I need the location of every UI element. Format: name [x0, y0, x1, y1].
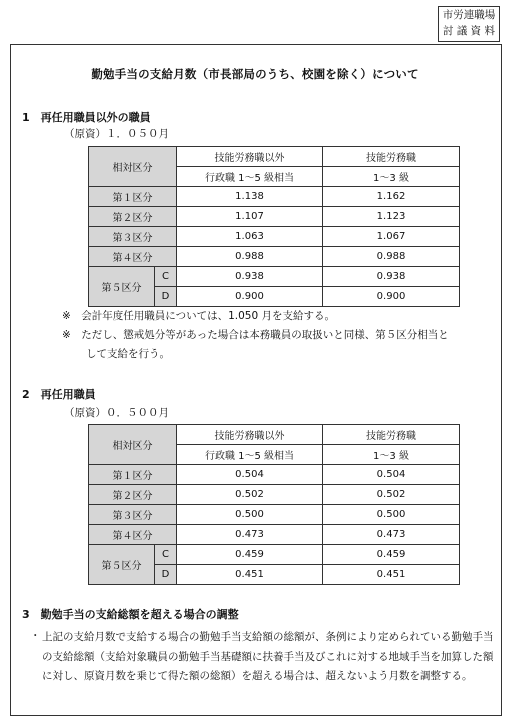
col1-header: 技能労務職以外 [177, 425, 323, 445]
table-row [89, 267, 460, 287]
cell-value: 0.451 [177, 565, 323, 585]
cell-value: 0.502 [323, 485, 460, 505]
section3-heading: 3 勤勉手当の支給総額を超える場合の調整 [22, 608, 239, 621]
col2-header: 技能労務職 [323, 147, 460, 167]
subrow-label: C [155, 545, 177, 565]
section3-bullet: ・ [30, 630, 41, 642]
group-label: 第５区分 [89, 267, 155, 307]
cell-value: 0.459 [177, 545, 323, 565]
subrow-label: D [155, 287, 177, 307]
table-corner-header: 相対区分 [89, 147, 177, 187]
section1-base-amount: （原資）１．０５０月 [64, 128, 169, 140]
col2-subheader: 1～3 級 [323, 445, 460, 465]
cell-value: 0.938 [323, 267, 460, 287]
table-row [89, 465, 460, 485]
table-row [89, 207, 460, 227]
table-corner-header: 相対区分 [89, 425, 177, 465]
table-row [89, 187, 460, 207]
cell-value: 0.473 [323, 525, 460, 545]
col2-header: 技能労務職 [323, 425, 460, 445]
col1-header: 技能労務職以外 [177, 147, 323, 167]
section2-table [88, 424, 460, 585]
cell-value: 0.988 [323, 247, 460, 267]
cell-value: 0.473 [177, 525, 323, 545]
cell-value: 0.900 [323, 287, 460, 307]
cell-value: 1.067 [323, 227, 460, 247]
cell-value: 0.451 [323, 565, 460, 585]
stamp-line-1: 市労連職場 [442, 9, 496, 21]
cell-value: 0.500 [177, 505, 323, 525]
section2-base-amount: （原資）０．５００月 [64, 407, 169, 419]
cell-value: 0.500 [323, 505, 460, 525]
section1-note-3: して支給を行う。 [86, 348, 170, 360]
document-title: 勤勉手当の支給月数（市長部局のうち、校園を除く）について [91, 67, 419, 81]
document-stamp [438, 6, 500, 42]
cell-value: 0.938 [177, 267, 323, 287]
row-label: 第２区分 [89, 485, 177, 505]
table-row [89, 525, 460, 545]
table-row [89, 247, 460, 267]
section3-paragraph: 上記の支給月数で支給する場合の勤勉手当支給額の総額が、条例により定められている勤勉手当の支給総額（支給対象職員の勤勉手当基礎額に扶養手当及びこれに対する地域手当を加算した額に対し、原資月数を乗じて得た額の総額）を超える場合は、超えないよう月数を調整する。 [42, 631, 494, 682]
cell-value: 1.123 [323, 207, 460, 227]
table-row [89, 545, 460, 565]
cell-value: 1.063 [177, 227, 323, 247]
cell-value: 0.988 [177, 247, 323, 267]
row-label: 第１区分 [89, 465, 177, 485]
cell-value: 1.107 [177, 207, 323, 227]
section1-note-1: ※ 会計年度任用職員については、1.050 月を支給する。 [62, 310, 335, 322]
row-label: 第３区分 [89, 505, 177, 525]
section1-note-2: ※ ただし、懲戒処分等があった場合は本務職員の取扱いと同様、第５区分相当と [62, 329, 449, 341]
col2-subheader: 1～3 級 [323, 167, 460, 187]
table-row [89, 485, 460, 505]
table-row [89, 227, 460, 247]
cell-value: 0.459 [323, 545, 460, 565]
col1-subheader: 行政職 1～5 級相当 [177, 445, 323, 465]
col1-subheader: 行政職 1～5 級相当 [177, 167, 323, 187]
cell-value: 0.504 [323, 465, 460, 485]
row-label: 第４区分 [89, 247, 177, 267]
row-label: 第４区分 [89, 525, 177, 545]
cell-value: 0.504 [177, 465, 323, 485]
subrow-label: D [155, 565, 177, 585]
group-label: 第５区分 [89, 545, 155, 585]
table-row [89, 505, 460, 525]
section1-table [88, 146, 460, 307]
section2-heading: 2 再任用職員 [22, 388, 96, 401]
section1-heading: 1 再任用職員以外の職員 [22, 111, 151, 124]
subrow-label: C [155, 267, 177, 287]
cell-value: 1.138 [177, 187, 323, 207]
row-label: 第３区分 [89, 227, 177, 247]
cell-value: 1.162 [323, 187, 460, 207]
stamp-line-2: 討 議 資 料 [442, 25, 495, 37]
row-label: 第１区分 [89, 187, 177, 207]
cell-value: 0.502 [177, 485, 323, 505]
row-label: 第２区分 [89, 207, 177, 227]
cell-value: 0.900 [177, 287, 323, 307]
